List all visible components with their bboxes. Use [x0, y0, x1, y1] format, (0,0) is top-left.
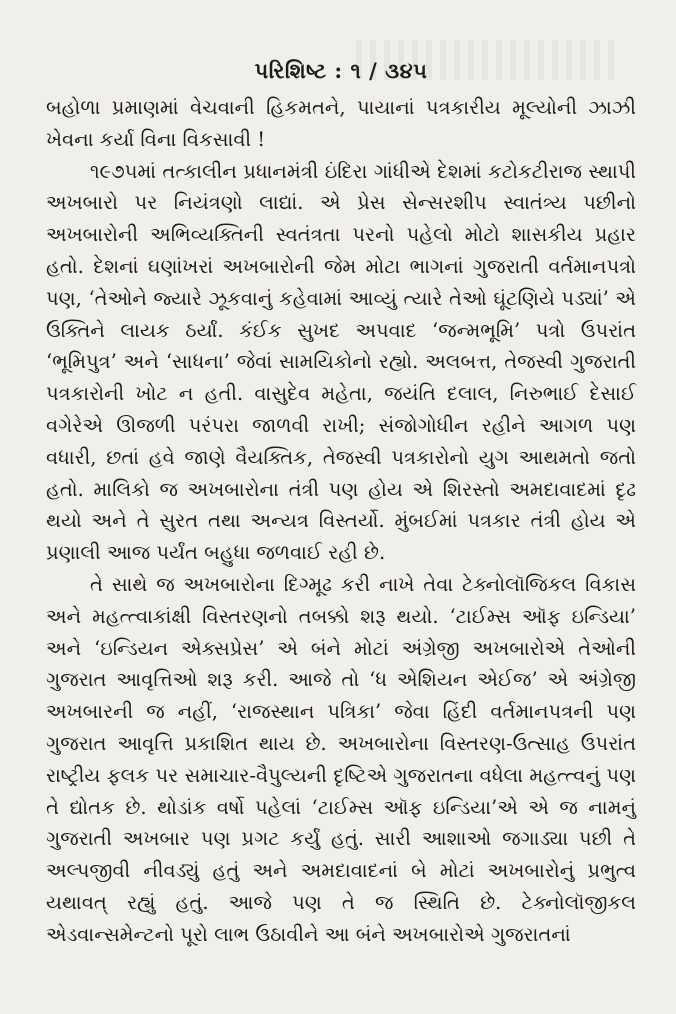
running-header: પરિશિષ્ટ : ૧ / ૩૪૫: [254, 58, 428, 83]
paragraph-2: ૧૯૭૫માં તત્કાલીન પ્રધાનમંત્રી ઇંદિરા ગાંધીએ દેશમાં કટોકટીરાજ સ્થાપી અખબારો પર નિયંત્રણો લાદ્યાં. એ પ્રેસ સેન્સરશીપ સ્વાતંત્ર્ય પછીનો અખબારોની અભિવ્યક્તિની સ્વતંત્રતા પરનો પહેલો મોટો શાસકીય પ્રહાર હતો. દેશનાં ઘણાંખરાં અખબારોની જેમ મોટા ભાગનાં ગુજરાતી વર્તમાનપત્રો પણ, ‘તેઓને જ્યારે ઝૂકવાનું કહેવામાં આવ્યું ત્યારે તેઓ ઘૂંટણિયે પડ્યાં’ એ ઉક્તિને લાયક ઠર્યાં. કંઈક સુખદ અપવાદ ‘જન્મભૂમિ’ પત્રો ઉપરાંત ‘ભૂમિપુત્ર’ અને ‘સાધના’ જેવાં સામયિકોનો રહ્યો. અલબત્ત, તેજસ્વી ગુજરાતી પત્રકારોની ખોટ ન હતી. વાસુદેવ મહેતા, જયંતિ દલાલ, નિરુભાઈ દેસાઈ વગેરેએ ઊજળી પરંપરા જાળવી રાખી; સંજોગોધીન રહીને આગળ પણ વધારી, છતાં હવે જાણે વૈયક્તિક, તેજસ્વી પત્રકારોનો યુગ આથમતો જતો હતો. માલિકો જ અખબારોના તંત્રી પણ હોય એ શિરસ્તો અમદાવાદમાં દૃઢ થયો અને તે સુરત તથા અન્યત્ર વિસ્તર્યો. મુંબઈમાં પત્રકાર તંત્રી હોય એ પ્રણાલી આજ પર્યંત બહુધા જળવાઈ રહી છે.: [46, 159, 636, 565]
show-through-texture: [356, 40, 616, 80]
paragraph-1: બહોળા પ્રમાણમાં વેચવાની હિકમતને, પાયાનાં પત્રકારીય મૂલ્યોની ઝાઝી ખેવના કર્યા વિના વિકસાવી !: [46, 96, 636, 151]
paragraph-3: તે સાથે જ અખબારોના દિગ્મૂઢ કરી નાખે તેવા ટેક્નોલૉજિકલ વિકાસ અને મહત્ત્વાકાંક્ષી વિસ્તરણનો તબક્કો શરૂ થયો. ‘ટાઈમ્સ ઑફ ઇન્ડિયા’ અને ‘ઇન્ડિયન એક્સપ્રેસ’ એ બંને મોટાં અંગ્રેજી અખબારોએ તેઓની ગુજરાત આવૃત્તિઓ શરૂ કરી. આજે તો ‘ધ એશિયન એઈજ’ એ અંગ્રેજી અખબારની જ નહીં, ‘રાજસ્થાન પત્રિકા’ જેવા હિંદી વર્તમાનપત્રની પણ ગુજરાત આવૃત્તિ પ્રકાશિત થાય છે. અખબારોના વિસ્તરણ-ઉત્સાહ ઉપરાંત રાષ્ટ્રીય ફલક પર સમાચાર-વૈપુલ્યની દૃષ્ટિએ ગુજરાતના વધેલા મહત્ત્વનું પણ તે દ્યોતક છે. થોડાંક વર્ષો પહેલાં ‘ટાઈમ્સ ઑફ ઇન્ડિયા’એ એ જ નામનું ગુજરાતી અખબાર પણ પ્રગટ કર્યું હતું. સારી આશાઓ જગાડ્યા પછી તે અલ્પજીવી નીવડ્યું હતું અને અમદાવાદનાં બે મોટાં અખબારોનું પ્રભુત્વ યથાવત્ રહ્યું હતું. આજે પણ તે જ સ્થિતિ છે. ટેક્નોલૉજીકલ એડવાન્સમેન્ટનો પૂરો લાભ ઉઠાવીને આ બંને અખબારોએ ગુજરાતનાં: [46, 572, 636, 946]
body-text: [46, 92, 636, 951]
